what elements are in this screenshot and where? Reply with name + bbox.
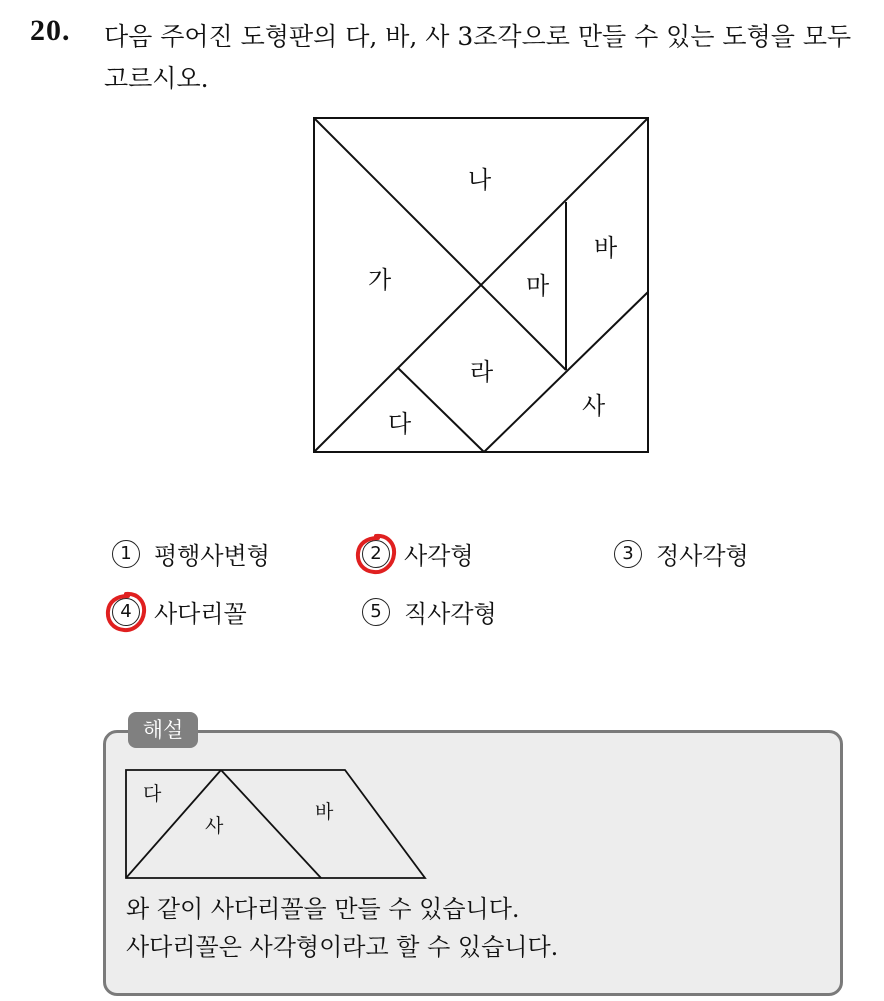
piece-label-da: 다 [388, 410, 412, 438]
explanation-figure [125, 768, 427, 880]
figure-label-ba: 바 [315, 801, 334, 823]
choice-3-number: 3 [614, 540, 642, 568]
choice-2-label: 사각형 [404, 542, 474, 570]
trapezoid-figure [125, 768, 427, 880]
choice-2-number-text: 2 [370, 542, 382, 564]
choice-3-label: 정사각형 [656, 542, 749, 570]
piece-label-ba: 바 [594, 234, 618, 262]
choice-4[interactable] [112, 594, 247, 629]
trapezoid-right-cut [221, 770, 321, 878]
choice-5-label: 직사각형 [404, 600, 497, 628]
choice-3[interactable] [614, 536, 749, 571]
choice-5[interactable] [362, 594, 497, 629]
explanation-text [126, 890, 558, 966]
trapezoid-outline [126, 770, 425, 878]
piece-label-ma: 마 [526, 272, 550, 300]
tangram-board [312, 116, 650, 454]
question-number: 20. [30, 14, 71, 47]
explanation-line-2: 사다리꼴은 사각형이라고 할 수 있습니다. [126, 933, 559, 961]
piece-label-ra: 라 [470, 358, 494, 386]
choice-2-number [362, 540, 390, 568]
question-text [104, 16, 864, 100]
tangram-figure [312, 116, 650, 454]
choice-1[interactable] [112, 536, 270, 571]
question-line-2: 고르시오. [104, 64, 209, 93]
piece-label-na: 나 [468, 166, 492, 194]
choice-4-number-text: 4 [120, 600, 132, 622]
question-line-1: 다음 주어진 도형판의 다, 바, 사 3조각으로 만들 수 있는 도형을 모두 [104, 22, 852, 51]
tangram-diagonal-upper [314, 118, 566, 370]
choice-2[interactable] [362, 536, 474, 571]
figure-label-da: 다 [143, 783, 162, 805]
piece-label-ga: 가 [368, 266, 392, 294]
explanation-line-1: 와 같이 사다리꼴을 만들 수 있습니다. [126, 895, 520, 923]
choice-4-label: 사다리꼴 [154, 600, 247, 628]
choice-4-number [112, 598, 140, 626]
choice-1-number: 1 [112, 540, 140, 568]
choice-1-label: 평행사변형 [154, 542, 270, 570]
explanation-tag: 해설 [128, 712, 198, 748]
figure-label-sa: 사 [205, 815, 224, 837]
piece-label-sa: 사 [582, 392, 606, 420]
choice-5-number: 5 [362, 598, 390, 626]
